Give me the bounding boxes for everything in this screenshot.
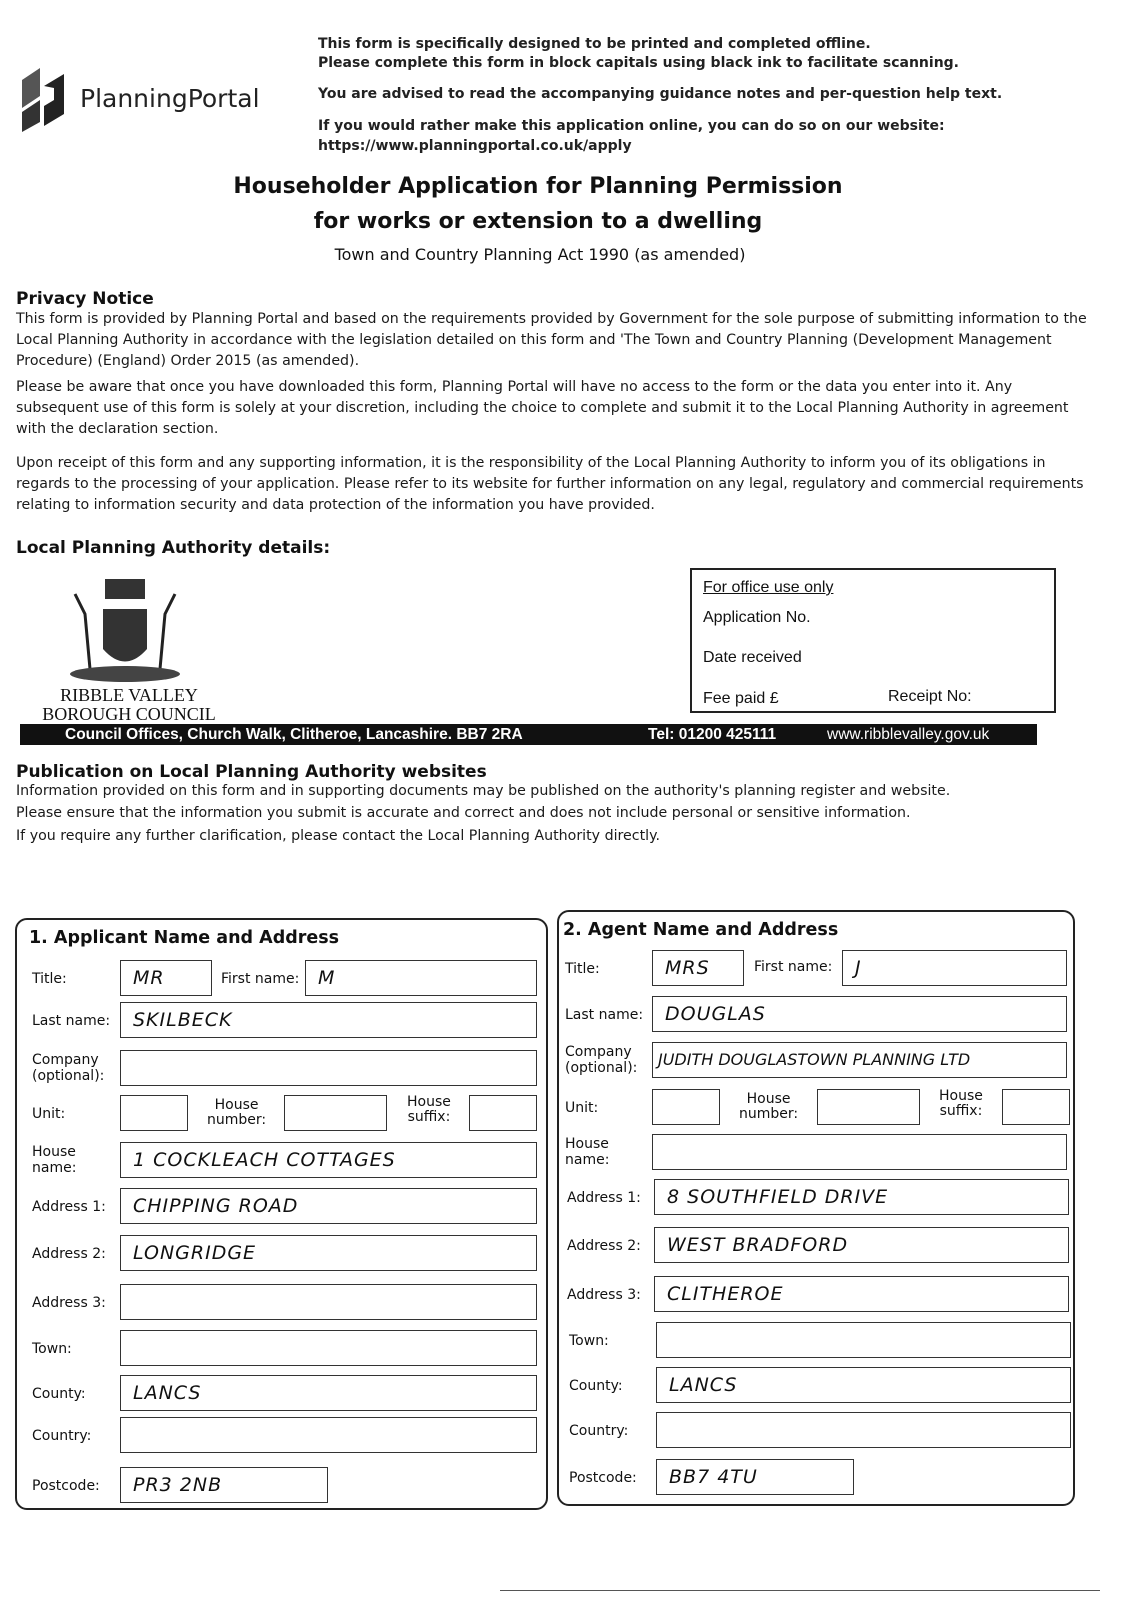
title-label: Title: [565,961,600,977]
council-name-line-2: BOROUGH COUNCIL [42,704,216,724]
first-name-label: First name: [221,971,300,987]
applicant-heading: 1. Applicant Name and Address [29,928,340,948]
agent-house-suffix-input[interactable] [1002,1089,1070,1125]
agent-county-input[interactable]: LANCS [656,1367,1071,1403]
name-label-text: name: [32,1160,77,1176]
publication-heading: Publication on Local Planning Authority websites [16,762,487,782]
house-label-text: House [746,1091,791,1107]
agent-title-input[interactable]: MRS [652,950,744,986]
applicant-unit-input[interactable] [120,1095,188,1131]
applicant-county-input[interactable]: LANCS [120,1375,537,1411]
applicant-address-1-input[interactable]: CHIPPING ROAD [120,1188,537,1224]
house-number-label [207,1098,266,1128]
suffix-label-text: suffix: [407,1109,451,1125]
last-name-label: Last name: [565,1007,644,1023]
first-name-label: First name: [754,959,833,975]
applicant-house-number-input[interactable] [284,1095,387,1131]
company-label-text: Company [565,1044,632,1060]
privacy-paragraph-2: Please be aware that once you have downloaded this form, Planning Portal will have no access to the form or the data you enter into it. Any subsequent use of this form is solely at your discretion, including the choice to complete and submit it to the Local Planning Authority in agreement with the declaration section. [16,379,1069,437]
address-2-label: Address 2: [567,1238,641,1254]
publication-line-3: If you require any further clarification, please contact the Local Planning Authority directly. [16,828,660,844]
agent-address-3-input[interactable]: CLITHEROE [654,1276,1069,1312]
address-1-label: Address 1: [567,1190,641,1206]
house-name-label [32,1144,76,1176]
applicant-house-suffix-input[interactable] [469,1095,537,1131]
company-label [565,1044,637,1076]
applicant-section [15,918,548,1510]
applicant-last-name-input[interactable]: SKILBECK [120,1002,537,1038]
company-label-text: Company [32,1052,99,1068]
agent-company-input[interactable]: JUDITH DOUGLASTOWN PLANNING LTD [652,1042,1067,1078]
house-number-label [739,1092,798,1122]
county-label: County: [32,1386,86,1402]
council-website[interactable]: www.ribblevalley.gov.uk [827,726,990,743]
address-1-label: Address 1: [32,1199,106,1215]
house-suffix-label [939,1089,983,1119]
title-label: Title: [32,971,67,987]
house-suffix-label [407,1095,451,1125]
agent-house-number-input[interactable] [817,1089,920,1125]
agent-address-2-input[interactable]: WEST BRADFORD [654,1227,1069,1263]
applicant-country-input[interactable] [120,1417,537,1453]
applicant-company-input[interactable] [120,1050,537,1086]
number-label-text: number: [739,1106,799,1122]
house-name-label [565,1136,609,1168]
house-label-text: House [939,1088,983,1104]
agent-first-name-input[interactable]: J [842,950,1067,986]
form-title-1: Householder Application for Planning Permission [233,174,843,199]
logo-text: PlanningPortal [80,84,260,113]
agent-house-name-input[interactable] [652,1134,1067,1170]
name-label-text: name: [565,1152,610,1168]
unit-label: Unit: [32,1106,66,1122]
house-label-text: House [214,1097,259,1113]
address-3-label: Address 3: [567,1287,641,1303]
optional-label-text: (optional): [32,1068,105,1084]
privacy-paragraph-1: This form is provided by Planning Portal and based on the requirements provided by Government for the sole purpose of submitting information to the Local Planning Authority in accordance with the legislation detailed on this form and 'The Town and Country Planning (Development Management Procedure) (England) Order 2015 (as amended). [16,311,1087,369]
agent-unit-input[interactable] [652,1089,720,1125]
council-name-line-1: RIBBLE VALLEY [60,685,198,705]
company-label [32,1052,104,1084]
application-no-label: Application No. [703,609,811,626]
house-label-text: House [407,1094,451,1110]
applicant-house-name-input[interactable]: 1 COCKLEACH COTTAGES [120,1142,537,1178]
council-address: Council Offices, Church Walk, Clitheroe, Lancashire. BB7 2RA [65,726,523,743]
postcode-label: Postcode: [569,1470,637,1486]
instruction-3: You are advised to read the accompanying guidance notes and per-question help text. [318,86,1003,102]
unit-label: Unit: [565,1100,599,1116]
council-contact-bar [20,724,1037,745]
agent-postcode-input[interactable]: BB7 4TU [656,1459,854,1495]
address-2-label: Address 2: [32,1246,106,1262]
applicant-postcode-input[interactable]: PR3 2NB [120,1467,328,1503]
applicant-title-input[interactable]: MR [120,960,212,996]
postcode-label: Postcode: [32,1478,100,1494]
country-label: Country: [32,1428,92,1444]
fee-paid-label: Fee paid £ [703,690,779,707]
office-use-box [690,568,1056,713]
agent-last-name-input[interactable]: DOUGLAS [652,996,1067,1032]
agent-section [557,910,1075,1506]
agent-town-input[interactable] [656,1322,1071,1358]
agent-heading: 2. Agent Name and Address [563,920,839,940]
privacy-paragraph-3: Upon receipt of this form and any supporting information, it is the responsibility of the Local Planning Authority to inform you of its obligations in regards to the processing of your application. Please refer to its website for further information on any legal, regulatory and commercial requirements relating to information security and data protection of the information you have provided. [16,455,1084,513]
agent-country-input[interactable] [656,1412,1071,1448]
country-label: Country: [569,1423,629,1439]
lpa-heading: Local Planning Authority details: [16,538,331,558]
house-label-text: House [32,1144,76,1160]
suffix-label-text: suffix: [939,1103,983,1119]
publication-line-2: Please ensure that the information you submit is accurate and correct and does not include personal or sensitive information. [16,805,911,821]
number-label-text: number: [207,1112,267,1128]
optional-label-text: (optional): [565,1060,638,1076]
town-label: Town: [569,1333,609,1349]
form-subtitle: Town and Country Planning Act 1990 (as amended) [334,245,746,264]
apply-link[interactable]: https://www.planningportal.co.uk/apply [318,138,632,154]
privacy-heading: Privacy Notice [16,289,154,309]
applicant-address-2-input[interactable]: LONGRIDGE [120,1235,537,1271]
office-use-title: For office use only [703,579,834,596]
council-tel: Tel: 01200 425111 [648,726,777,743]
applicant-town-input[interactable] [120,1330,537,1366]
address-3-label: Address 3: [32,1295,106,1311]
date-received-label: Date received [703,649,802,666]
council-crest-icon [55,574,195,690]
town-label: Town: [32,1341,72,1357]
instruction-1: This form is specifically designed to be printed and completed offline. [318,36,871,52]
receipt-no-label: Receipt No: [888,688,972,705]
agent-address-1-input[interactable]: 8 SOUTHFIELD DRIVE [654,1179,1069,1215]
page-edge-line [500,1590,1100,1591]
planning-portal-logo-icon [14,66,72,132]
instruction-4: If you would rather make this application online, you can do so on our website: [318,118,945,134]
instruction-2: Please complete this form in block capitals using black ink to facilitate scanning. [318,55,959,71]
applicant-address-3-input[interactable] [120,1284,537,1320]
county-label: County: [569,1378,623,1394]
house-label-text: House [565,1136,609,1152]
planning-portal-logo [14,66,72,136]
council-name [34,686,224,724]
applicant-first-name-input[interactable]: M [305,960,537,996]
last-name-label: Last name: [32,1013,111,1029]
form-title-2: for works or extension to a dwelling [313,209,763,234]
publication-line-1: Information provided on this form and in supporting documents may be published on the authority's planning register and website. [16,783,951,799]
